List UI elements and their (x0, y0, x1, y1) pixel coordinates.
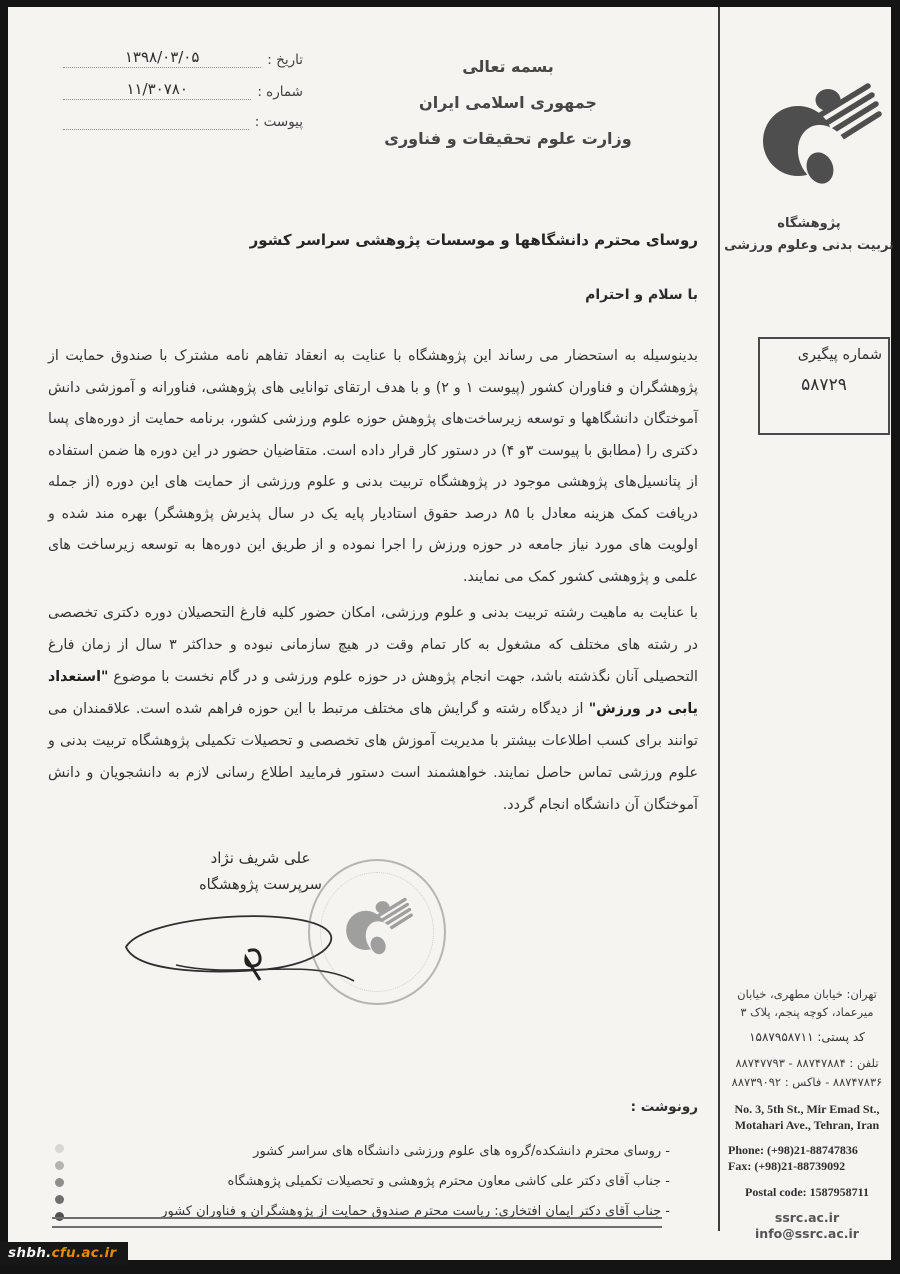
watermark-domain: cfu.ac.ir (51, 1245, 117, 1261)
recipient-line: روسای محترم دانشگاهها و موسسات پژوهشی سراسر کشور (249, 231, 698, 249)
signatory-name: علی شریف نژاد (210, 849, 311, 867)
letter-meta-block (63, 47, 303, 141)
paragraph2-end: از دیدگاه رشته و گرایش های مختلف مرتبط با این حوزه فراهم شده است. علاقمندان می توانند برای کسب اطلاعات بیشتر با مدیریت آموزش های تخصصی و تحصیلات تکمیلی پژوهشگاه تربیت بدنی و علوم ورزشی تماس حاصل نمایند. خواهشمند است دستور فرمایید اطلاع رسانی لازم به دانشجویان و دانش آموختگان آن دانشگاه انجام گردد. (48, 701, 698, 813)
cc-item: - جناب آقای دکتر علی کاشی معاون محترم پژوهشی و تحصیلات تکمیلی پژوهشگاه (227, 1174, 670, 1189)
paragraph2-start: با عنایت به ماهیت رشته تربیت بدنی و علوم ورزشی، امکان حضور کلیه فارغ التحصیلان دوره دکتری تخصصی در رشته های مختلف که مشغول به کار تمام وقت در هیچ سازمانی نبوده و حداکثر ۳ سال از زمان فارغ التحصیلی آنان نگذشته باشد، جهت انجام پژوهش در حوزه علوم ورزشی و در گام نخست با موضوع (48, 605, 698, 685)
sidebar-divider-line (718, 7, 720, 1231)
address-fa-line2: میرعماد، کوچه پنجم، پلاک ۳ (740, 1005, 874, 1019)
signatory-title: سرپرست پژوهشگاه (199, 877, 322, 893)
tracking-number-label: شماره پیگیری (797, 347, 882, 363)
letter-paper (8, 7, 894, 1260)
address-en-line1: No. 3, 5th St., Mir Emad St., (734, 1102, 880, 1116)
site-watermark (0, 1242, 128, 1266)
cc-recipients-list (48, 1137, 670, 1227)
watermark-prefix: shbh. (8, 1245, 52, 1261)
institute-name (720, 213, 898, 257)
address-en-line2: Motahari Ave., Tehran, Iran (734, 1118, 880, 1132)
paragraph2-bold-phrase: "استعداد یابی در ورزش" (48, 669, 698, 717)
cc-item: - جناب آقای دکتر ایمان افتخاری: ریاست محترم صندوق حمایت از پژوهشگران و فناوران کشور (161, 1204, 670, 1219)
email-address: info@ssrc.ac.ir (755, 1226, 859, 1241)
attachment-value (63, 111, 249, 130)
footer-double-rule (52, 1217, 662, 1228)
institute-name-line2: تربیت بدنی وعلوم ورزشی (724, 238, 894, 253)
cc-section-label: رونوشت : (630, 1099, 698, 1115)
postal-code-en: Postal code: 1587958711 (745, 1185, 869, 1199)
institute-name-line1: پژوهشگاه (777, 216, 841, 231)
number-label: شماره : (257, 84, 303, 100)
phone-en: Phone: (+98)21-88747836 (728, 1143, 858, 1157)
number-value: ۱۱/۳۰۷۸۰ (63, 79, 251, 100)
salutation-line: با سلام و احترام (585, 287, 698, 303)
state-line: جمهوری اسلامی ایران (419, 93, 597, 112)
phones-fa-line2: ۸۸۷۴۷۸۳۶ - فاکس : ۸۸۷۳۹۰۹۲ (731, 1075, 883, 1089)
letterhead (343, 49, 673, 157)
attachment-row (63, 111, 303, 130)
body-paragraph-2 (48, 597, 698, 821)
number-row (63, 79, 303, 100)
contact-info-block (722, 985, 892, 1242)
stamp-inner-ring (320, 872, 434, 992)
postal-code-fa: کد پستی: ۱۵۸۷۹۵۸۷۱۱ (749, 1030, 865, 1044)
date-label: تاریخ : (267, 52, 303, 68)
bismillah-line: بسمه تعالی (462, 57, 554, 76)
website-url: ssrc.ac.ir (774, 1210, 840, 1225)
body-paragraph-1: بدینوسیله به استحضار می رساند این پژوهشگاه با عنایت به انعقاد تفاهم نامه مشترک با صندوق حمایت از پژوهشگران و فناوران کشور (پیوست ۱ و ۲) و با هدف ارتقای توانایی های پژوهشی، فناورانه و آموزشی دانش آموختگان دانشگاهها و توسعه زیرساخت‌های پژوهش حوزه علوم ورزشی کشور، برنامه حمایت از دوره‌های پسا دکتری را (مطابق با پیوست ۳و ۴) در دستور کار قرار داده است. متقاضیان حضور در این دوره ها ضمن استفاده از پتانسیل‌های پژوهشی موجود در پژوهشگاه تربیت بدنی و علوم ورزشی از حمایت های این دوره (از جمله دریافت کمک هزینه معادل با ۸۵ درصد حقوق استادیار پایه یک در سال پذیرش پژوهشگر) بهره مند شده و اولویت های مورد نیاز جامعه در حوزه ورزش را اجرا نموده و از طریق این دوره‌ها به توسعه زیرساخت های علمی و پژوهشی کشور کمک می نمایند. (48, 348, 699, 585)
official-round-stamp-icon (308, 859, 446, 1005)
tracking-number-value: ۵۸۷۲۹ (801, 375, 847, 395)
cc-item: - روسای محترم دانشکده/گروه های علوم ورزشی دانشگاه های سراسر کشور (253, 1144, 670, 1159)
date-row (63, 47, 303, 68)
tracking-number-box (758, 337, 890, 435)
institute-logo-icon (752, 75, 884, 213)
address-fa-line1: تهران: خیابان مطهری، خیابان (737, 987, 877, 1001)
fax-en: Fax: (+98)21-88739092 (728, 1159, 846, 1173)
phones-fa-line1: تلفن : ۸۸۷۴۷۸۸۴ - ۸۸۷۴۷۷۹۳ (735, 1056, 879, 1070)
attachment-label: پیوست : (254, 114, 303, 130)
date-value: ۱۳۹۸/۰۳/۰۵ (63, 47, 261, 68)
ministry-line: وزارت علوم تحقیقات و فناوری (384, 129, 632, 148)
